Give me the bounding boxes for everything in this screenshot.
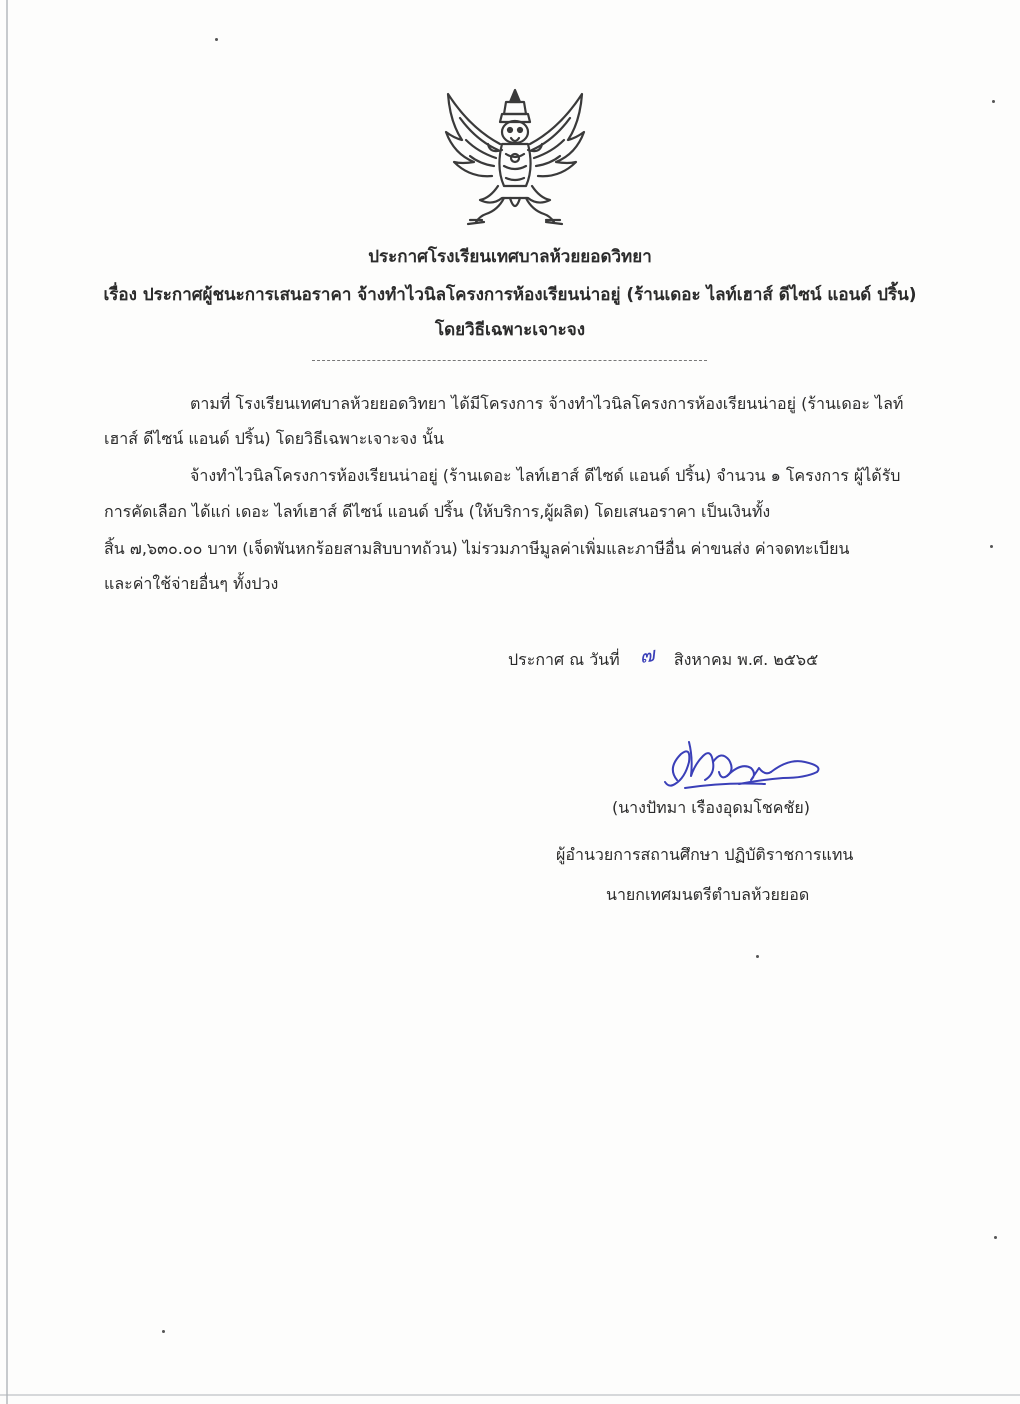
announcement-subject: เรื่อง ประกาศผู้ชนะการเสนอราคา จ้างทำไวนิลโครงการห้องเรียนน่าอยู่ (ร้านเดอะ ไลท์เฮาส์ ดีไซน์ แอนด์ ปริ้น) [103,285,917,305]
paragraph-2-line-4: และค่าใช้จ่ายอื่นๆ ทั้งปวง [104,574,279,593]
signatory-name: (นางปัทมา เรืองอุดมโชคชัย) [612,798,810,817]
scan-speck [756,955,759,958]
paragraph-1-line-2: เฮาส์ ดีไซน์ แอนด์ ปริ้น) โดยวิธีเฉพาะเจาะจง นั้น [104,429,444,448]
signatory-position-2: นายกเทศมนตรีตำบลห้วยยอด [606,885,810,904]
announcement-org-title: ประกาศโรงเรียนเทศบาลห้วยยอดวิทยา [368,247,652,267]
paragraph-2-line-3: สิ้น ๗,๖๓๐.๐๐ บาท (เจ็ดพันหกร้อยสามสิบบาทถ้วน) ไม่รวมภาษีมูลค่าเพิ่มและภาษีอื่น ค่าขนส่ง ค่าจดทะเบียน [104,539,850,558]
handwritten-day: ๗ [637,642,656,668]
scan-speck [215,38,218,41]
scan-speck [992,100,995,103]
scan-bottom-edge [0,1394,1020,1396]
scan-left-edge [6,0,8,1404]
date-prefix: ประกาศ ณ วันที่ [508,650,620,669]
paragraph-1-line-1: ตามที่ โรงเรียนเทศบาลห้วยยอดวิทยา ได้มีโครงการ จ้างทำไวนิลโครงการห้องเรียนน่าอยู่ (ร้านเดอะ ไลท์ [190,394,904,413]
announcement-method: โดยวิธีเฉพาะเจาะจง [434,320,586,340]
signatory-position-1: ผู้อำนวยการสถานศึกษา ปฏิบัติราชการแทน [556,845,854,864]
handwritten-signature [655,728,830,798]
paragraph-2-line-1: จ้างทำไวนิลโครงการห้องเรียนน่าอยู่ (ร้านเดอะ ไลท์เฮาส์ ดีไซด์ แอนด์ ปริ้น) จำนวน ๑ โครงการ ผู้ได้รับ [190,466,901,485]
date-month-year: สิงหาคม พ.ศ. ๒๕๖๕ [673,650,819,669]
paragraph-2-line-2: การคัดเลือก ได้แก่ เดอะ ไลท์เฮาส์ ดีไซน์ แอนด์ ปริ้น (ให้บริการ,ผู้ผลิต) โดยเสนอราคา เป็นเงินทั้ง [104,502,771,521]
scan-speck [990,545,993,548]
announcement-date [508,642,819,672]
scan-speck [162,1330,165,1333]
scan-speck [994,1236,997,1239]
garuda-emblem-icon [440,88,590,228]
dashed-divider [312,360,707,361]
